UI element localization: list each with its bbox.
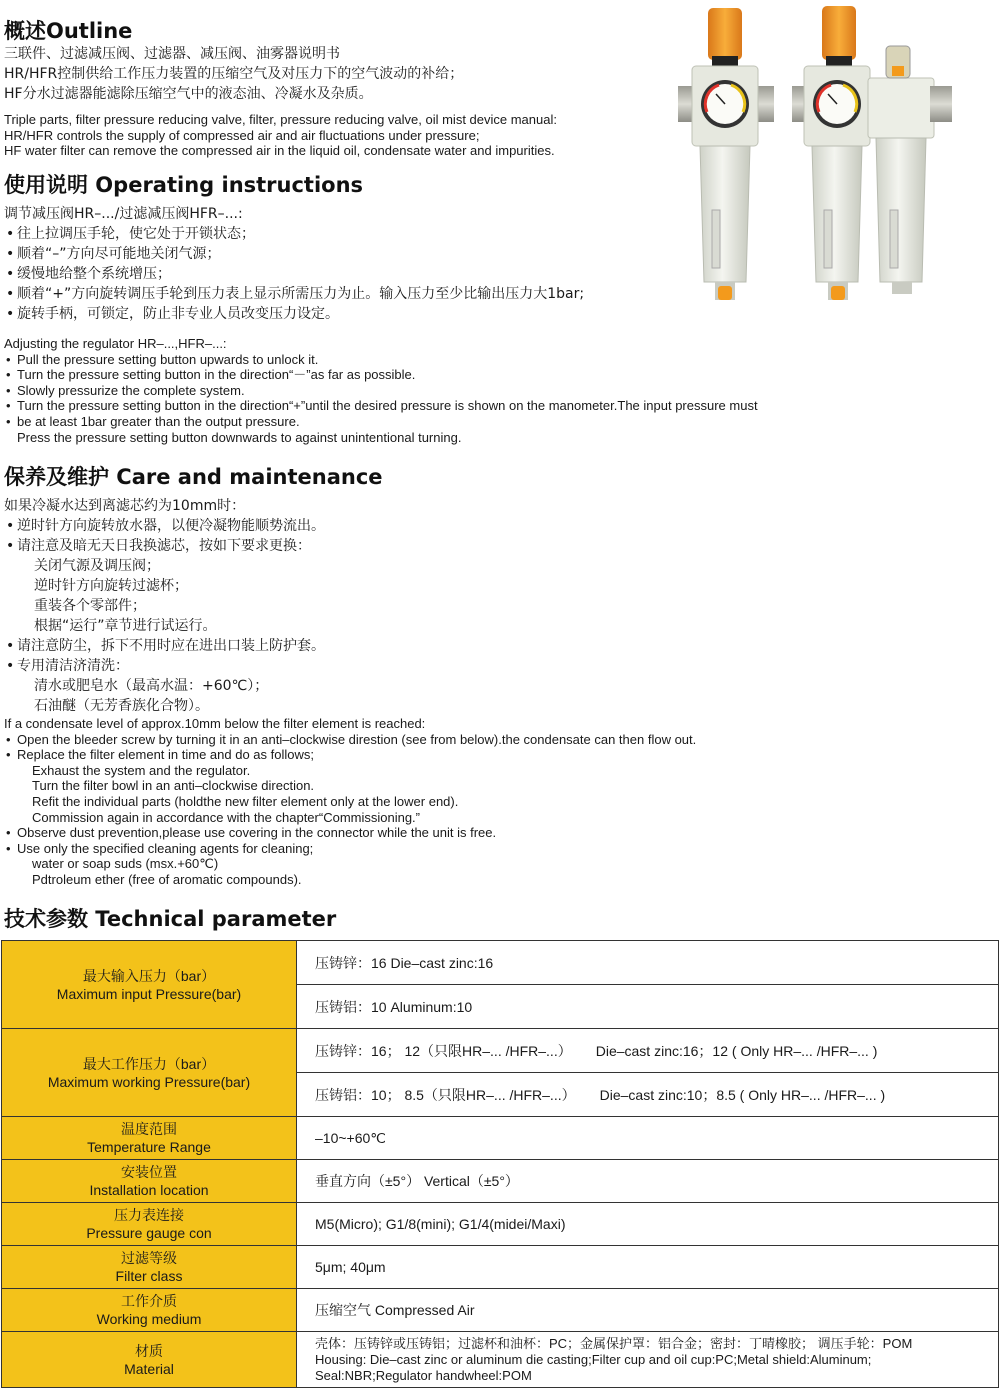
param-label-en: Maximum input Pressure(bar) <box>56 985 242 1002</box>
param-value-line: Housing: Die–cast zinc or aluminum die casting;Filter cup and oil cup:PC;Metal shield:Aluminum; <box>315 1351 872 1367</box>
care-cn-bullet: • 逆时针方向旋转放水器，以便冷凝物能顺势流出。 <box>4 516 696 536</box>
param-label <box>2 1029 297 1117</box>
param-label <box>2 1203 297 1246</box>
operating-en-bullet: • be at least 1bar greater than the output pressure. <box>4 414 758 430</box>
param-label-en: Filter class <box>115 1268 183 1284</box>
param-value: –10~+60℃ <box>297 1117 999 1160</box>
operating-cn-bullet: • 旋转手柄，可锁定，防止非专业人员改变压力设定。 <box>4 304 758 324</box>
param-label <box>2 1160 297 1203</box>
outline-cn-line: HR/HFR控制供给工作压力装置的压缩空气及对压力下的空气波动的补给； <box>4 66 464 82</box>
param-value: 压铸铝：10 Aluminum:10 <box>297 985 999 1029</box>
param-label-cn: 过滤等级 <box>121 1250 177 1266</box>
table-row <box>2 1117 999 1160</box>
param-label <box>2 1246 297 1289</box>
care-en-intro: If a condensate level of approx.10mm below the filter element is reached: <box>4 716 426 731</box>
operating-en-bullet: • Slowly pressurize the complete system. <box>4 383 758 399</box>
technical-parameter-table <box>1 940 999 1388</box>
param-label-en: Material <box>124 1360 174 1377</box>
param-label-cn: 温度范围 <box>121 1121 177 1137</box>
operating-en-intro: Adjusting the regulator HR–...,HFR–...: <box>4 336 227 351</box>
param-label <box>2 1117 297 1160</box>
operating-cn-bullet: • 缓慢地给整个系统增压； <box>4 264 758 284</box>
param-value-en: Die–cast zinc:10；8.5 ( Only HR–... /HFR–... ) <box>599 1086 886 1103</box>
operating-cn-intro: 调节减压阀HR–.../过滤减压阀HFR–...: <box>4 206 243 222</box>
param-label-cn: 安装位置 <box>121 1164 177 1180</box>
technical-heading: 技术参数 Technical parameter <box>4 907 337 931</box>
care-en-subitem: Exhaust the system and the regulator. <box>32 762 251 778</box>
care-section <box>4 464 696 888</box>
param-value-en: Die–cast zinc:16；12 ( Only HR–... /HFR–... ) <box>595 1042 878 1059</box>
filter-regulator-unit <box>678 8 774 300</box>
care-cn-bullet: • 请注意防尘，拆下不用时应在进出口装上防护套。 <box>4 636 696 656</box>
table-row <box>2 1203 999 1246</box>
outline-section <box>4 20 557 159</box>
technical-section <box>4 906 336 932</box>
param-label-cn: 最大工作压力（bar） <box>82 1055 216 1072</box>
operating-en-bullet: • Turn the pressure setting button in the direction“+”until the desired pressure is shown on the manometer.The input pressure must <box>4 398 758 414</box>
table-row <box>2 1289 999 1332</box>
care-cn-bullet: • 专用清洁济清洗： <box>4 656 696 676</box>
care-cn-subitem: 清水或肥皂水（最高水温：+60℃）； <box>34 678 269 694</box>
param-value-line: Seal:NBR;Regulator handwheel:POM <box>315 1367 532 1383</box>
care-cn-subitem: 逆时针方向旋转过滤杯； <box>34 578 188 594</box>
param-label <box>2 1289 297 1332</box>
care-cn-intro: 如果冷凝水达到离滤芯约为10mm时： <box>4 498 246 514</box>
care-cn-subitem: 根据“运行”章节进行试运行。 <box>34 618 217 634</box>
outline-en-line: HF water filter can remove the compressed air in the liquid oil, condensate water and impurities. <box>4 143 555 159</box>
care-en-subitem: Turn the filter bowl in an anti–clockwise direction. <box>32 778 315 794</box>
operating-section <box>4 172 758 445</box>
param-label-cn: 材质 <box>135 1342 163 1359</box>
param-label-en: Working medium <box>96 1311 202 1327</box>
param-label <box>2 941 297 1029</box>
param-value <box>297 1029 999 1073</box>
outline-heading: 概述Outline <box>4 19 133 43</box>
care-cn-subitem: 石油醚（无芳香族化合物）。 <box>34 698 209 714</box>
table-row <box>2 1332 999 1388</box>
operating-en-tail: Press the pressure setting button downwards to against unintentional turning. <box>17 429 462 445</box>
table-row <box>2 941 999 985</box>
table-row <box>2 1160 999 1203</box>
care-en-bullet: • Open the bleeder screw by turning it in an anti–clockwise direstion (see from below).the condensate can then flow out. <box>4 732 696 748</box>
param-value: M5(Micro); G1/8(mini); G1/4(midei/Maxi) <box>297 1203 999 1246</box>
param-label-cn: 工作介质 <box>121 1293 177 1309</box>
care-en-subitem: Pdtroleum ether (free of aromatic compounds). <box>32 871 302 887</box>
param-label-cn: 压力表连接 <box>114 1207 184 1223</box>
care-en-bullet: • Observe dust prevention,please use covering in the connector while the unit is free. <box>4 825 696 841</box>
outline-en-line: HR/HFR controls the supply of compressed air and air fluctuations under pressure; <box>4 127 480 143</box>
care-en-subitem: Refit the individual parts (holdthe new filter element only at the lower end). <box>32 793 459 809</box>
outline-cn-line: 三联件、过滤减压阀、过滤器、减压阀、油雾器说明书 <box>4 46 340 62</box>
param-value: 压铸锌：16 Die–cast zinc:16 <box>297 941 999 985</box>
care-cn-subitem: 重装各个零部件； <box>34 598 146 614</box>
param-value-cn: 压铸铝：10； 8.5（只限HR–... /HFR–...） <box>315 1086 576 1103</box>
param-value: 垂直方向（±5°） Vertical（±5°） <box>297 1160 999 1203</box>
param-label-cn: 最大输入压力（bar） <box>82 967 216 984</box>
param-value-cn: 压铸锌：16； 12（只限HR–... /HFR–...） <box>315 1042 572 1059</box>
outline-cn-line: HF分水过滤器能滤除压缩空气中的液态油、冷凝水及杂质。 <box>4 86 373 102</box>
table-row <box>2 1246 999 1289</box>
operating-en-bullet: • Pull the pressure setting button upwards to unlock it. <box>4 352 758 368</box>
care-en-subitem: Commission again in accordance with the chapter“Commissioning.” <box>32 809 421 825</box>
param-value <box>297 1332 999 1388</box>
operating-cn-bullet: • 顺着“+”方向旋转调压手轮到压力表上显示所需压力为止。输入压力至少比输出压力大1bar; <box>4 284 758 304</box>
param-label <box>2 1332 297 1388</box>
care-en-bullet: • Use only the specified cleaning agents for cleaning; <box>4 841 696 857</box>
product-photo <box>664 0 1000 318</box>
param-value: 压缩空气 Compressed Air <box>297 1289 999 1332</box>
filter-regulator-lubricator-unit <box>792 6 952 300</box>
operating-cn-bullet: • 顺着“–”方向尽可能地关闭气源； <box>4 244 758 264</box>
care-heading: 保养及维护 Care and maintenance <box>4 465 383 489</box>
operating-heading: 使用说明 Operating instructions <box>4 173 364 197</box>
param-label-en: Temperature Range <box>87 1139 211 1155</box>
param-label-en: Maximum working Pressure(bar) <box>47 1073 251 1090</box>
param-label-en: Installation location <box>89 1182 209 1198</box>
operating-cn-bullet: • 往上拉调压手轮，使它处于开锁状态； <box>4 224 758 244</box>
outline-en-line: Triple parts, filter pressure reducing valve, filter, pressure reducing valve, oil mist device manual: <box>4 112 557 127</box>
param-value: 5μm; 40μm <box>297 1246 999 1289</box>
param-value <box>297 1073 999 1117</box>
care-en-bullet: • Replace the filter element in time and do as follows; <box>4 747 696 763</box>
param-label-en: Pressure gauge con <box>86 1225 212 1241</box>
operating-en-bullet: • Turn the pressure setting button in the direction“－”as far as possible. <box>4 367 758 383</box>
care-en-subitem: water or soap suds (msx.+60℃) <box>32 856 219 872</box>
table-row <box>2 1029 999 1073</box>
care-cn-subitem: 关闭气源及调压阀； <box>34 558 160 574</box>
param-value-line: 壳体：压铸锌或压铸铝；过滤杯和油杯：PC；金属保护罩：铝合金；密封：丁晴橡胶； 调压手轮：POM <box>315 1335 913 1351</box>
care-cn-bullet: • 请注意及暗无天日我换滤芯，按如下要求更换： <box>4 536 696 556</box>
